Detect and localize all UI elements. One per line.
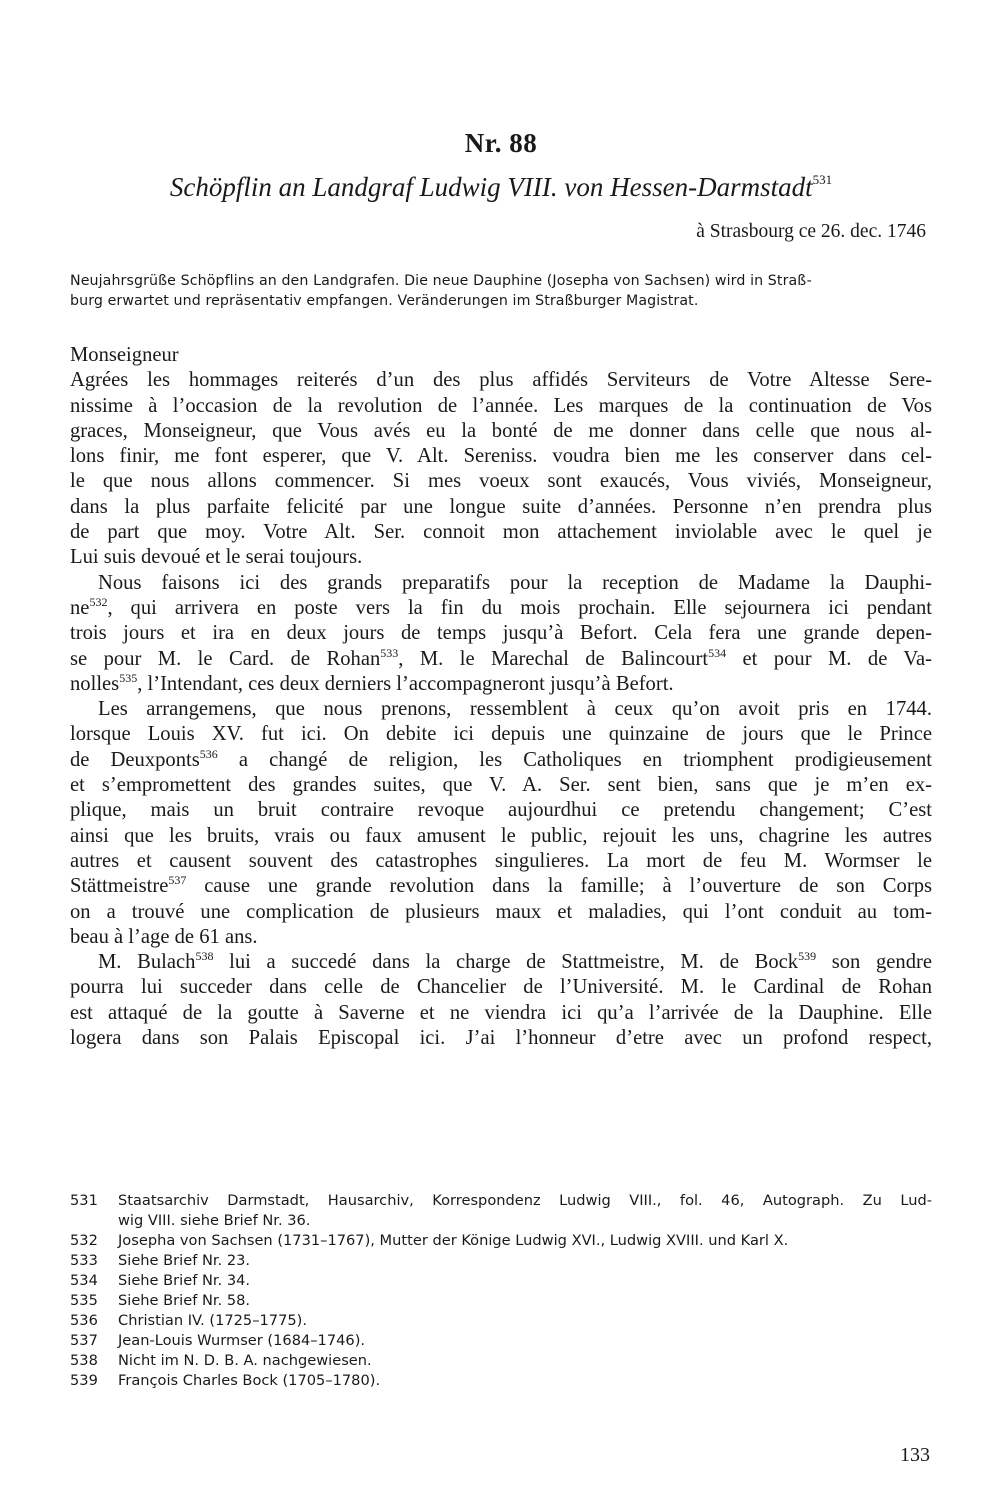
footnote-number: 534 — [70, 1272, 98, 1289]
footnote-text: Jean-Louis Wurmser (1684–1746). — [118, 1332, 366, 1349]
footnote-number: 539 — [70, 1372, 98, 1389]
text-line: on a trouvé une complication de plusieurs maux et maladies, qui l’ont conduit au tom- — [70, 900, 932, 923]
footnote-text: Siehe Brief Nr. 58. — [118, 1292, 251, 1309]
text-line: est attaqué de la goutte à Saverne et ne viendra ici qu’a l’arrivée de la Dauphine. Elle — [70, 1001, 932, 1024]
text-line: lons finir, me font esperer, que V. Alt. Sereniss. voudra bien me les conserver dans cel- — [70, 445, 932, 468]
paragraph-1 — [70, 368, 932, 570]
text-line: pourra lui succeder dans celle de Chancelier de l’Université. M. le Cardinal de Rohan — [70, 976, 932, 999]
footnote-text: Christian IV. (1725–1775). — [118, 1312, 307, 1329]
text-line: Nous faisons ici des grands preparatifs pour la reception de Madame la Dauphi- — [98, 571, 932, 594]
text-line: se pour M. le Card. de Rohan$^{533}$, M. le Marechal de Balincourt$^{534}$ et pour M. de Va- — [70, 645, 932, 670]
page-number: 133 — [900, 1444, 930, 1466]
footnote-number: 538 — [70, 1352, 98, 1369]
text-line: autres et causent souvent des catastrophes singulieres. La mort de feu M. Wormser le — [70, 849, 932, 872]
footnote-ref-535: 535 — [119, 670, 138, 685]
paragraph-4 — [70, 950, 932, 1051]
footnote-ref-534: 534 — [708, 645, 727, 660]
footnote — [70, 1191, 932, 1231]
text-line: le que nous allons commencer. Si mes voeux sont exaucés, Vous viviés, Monseigneur, — [70, 470, 932, 493]
footnote — [70, 1351, 932, 1371]
place-date: à Strasbourg ce 26. dec. 1746 — [696, 221, 926, 242]
text-line: nissime à l’occasion de la revolution de l’année. Les marques de la continuation de Vos — [70, 394, 932, 417]
footnote-number: 533 — [70, 1252, 98, 1269]
footnote-text: Siehe Brief Nr. 23. — [118, 1252, 251, 1269]
footnote-text: Siehe Brief Nr. 34. — [118, 1272, 251, 1289]
footnote — [70, 1371, 932, 1391]
footnote — [70, 1251, 932, 1271]
footnote-text: François Charles Bock (1705–1780). — [118, 1372, 381, 1389]
footnote — [70, 1311, 932, 1331]
text-line: Lui suis devoué et le serai toujours. — [70, 546, 363, 569]
footnote-ref-533: 533 — [380, 645, 399, 660]
salutation: Monseigneur — [70, 344, 179, 366]
letter-title-text: Schöpflin an Landgraf Ludwig VIII. von Hessen-Darmstadt — [169, 172, 813, 202]
text-line: de part que moy. Votre Alt. Ser. connoit mon attachement inviolable avec le quel je — [70, 521, 932, 544]
text-line: Agrées les hommages reiterés d’un des plus affidés Serviteurs de Votre Altesse Sere- — [70, 369, 932, 392]
footnote — [70, 1331, 932, 1351]
letter-body — [70, 343, 932, 1051]
footnote-ref-538: 538 — [195, 949, 214, 964]
text-line: nolles$^{535}$, l’Intendant, ces deux derniers l’accompagneront jusqu’à Befort. — [70, 670, 674, 695]
document-page — [70, 0, 932, 1500]
footnote-text: Nicht im N. D. B. A. nachgewiesen. — [118, 1352, 372, 1369]
footnote — [70, 1291, 932, 1311]
text-line: graces, Monseigneur, que Vous avés eu la bonté de me donner dans celle que nous al- — [70, 419, 932, 442]
text-line: $ne^{532}$, qui arrivera en poste vers la fin du mois prochain. Elle sejournera ici pendant — [70, 594, 932, 619]
footnote-number: 531 — [70, 1192, 98, 1209]
text-line: trois jours et ira en deux jours de temps jusqu’à Befort. Cela fera une grande depen- — [70, 622, 932, 645]
footnote-text: Josepha von Sachsen (1731–1767), Mutter der Könige Ludwig XVI., Ludwig XVIII. und Karl X. — [118, 1232, 789, 1249]
footnote-number: 535 — [70, 1292, 98, 1309]
text-line: ainsi que les bruits, vrais ou faux amusent le public, rejouit les uns, chagrine les autres — [70, 824, 932, 847]
footnote-text: Staatsarchiv Darmstadt, Hausarchiv, Korrespondenz Ludwig VIII., fol. 46, Autograph. Zu Lud- — [118, 1192, 932, 1209]
text-line: et s’empromettent des grandes suites, que V. A. Ser. sent bien, sans que je m’en ex- — [70, 774, 932, 797]
footnote-text: wig VIII. siehe Brief Nr. 36. — [118, 1212, 311, 1229]
footnote-number: 537 — [70, 1332, 98, 1349]
paragraph-3 — [70, 697, 932, 950]
regest-line: burg erwartet und repräsentativ empfangen. Veränderungen im Straßburger Magistrat. — [70, 293, 699, 309]
regest-line: Neujahrsgrüße Schöpflins an den Landgrafen. Die neue Dauphine (Josepha von Sachsen) wird in Straß- — [70, 273, 812, 289]
footnote-ref-536: 536 — [199, 746, 218, 761]
footnote — [70, 1231, 932, 1251]
letter-title — [70, 172, 932, 203]
footnote-ref-539: 539 — [798, 949, 817, 964]
footnote — [70, 1271, 932, 1291]
text-line: lorsque Louis XV. fut ici. On debite ici depuis une quinzaine de jours que le Prince — [70, 723, 932, 746]
text-line: Stättmeistre$^{537}$ cause une grande revolution dans la famille; à l’ouverture de son Corps — [70, 873, 932, 898]
text-line: M. Bulach$^{538}$ lui a succedé dans la charge de Stattmeistre, M. de Bock$^{539}$ son gendre — [98, 949, 932, 974]
letter-number: Nr. 88 — [464, 128, 538, 158]
paragraph-2 — [70, 571, 932, 697]
text-line: logera dans son Palais Episcopal ici. J’ai l’honneur d’etre avec un profond respect, — [70, 1027, 932, 1050]
text-line: dans la plus parfaite felicité par une longue suite d’années. Personne n’en prendra plus — [70, 495, 932, 518]
regest — [70, 271, 932, 311]
text-line: de Deuxponts$^{536}$ a changé de religion, les Catholiques en triomphent prodigieusement — [70, 746, 932, 771]
text-line: plique, mais un bruit contraire revoque aujourdhui ce pretendu changement; C’est — [70, 799, 932, 822]
text-line: beau à l’age de 61 ans. — [70, 925, 258, 948]
footnote-ref-531: 531 — [812, 172, 833, 187]
footnote-ref-537: 537 — [168, 873, 187, 888]
footnotes — [70, 1191, 932, 1391]
footnote-ref-532: 532 — [89, 594, 108, 609]
footnote-number: 536 — [70, 1312, 98, 1329]
footnote-number: 532 — [70, 1232, 98, 1249]
text-line: Les arrangemens, que nous prenons, ressemblent à ceux qu’on avoit pris en 1744. — [98, 698, 932, 721]
